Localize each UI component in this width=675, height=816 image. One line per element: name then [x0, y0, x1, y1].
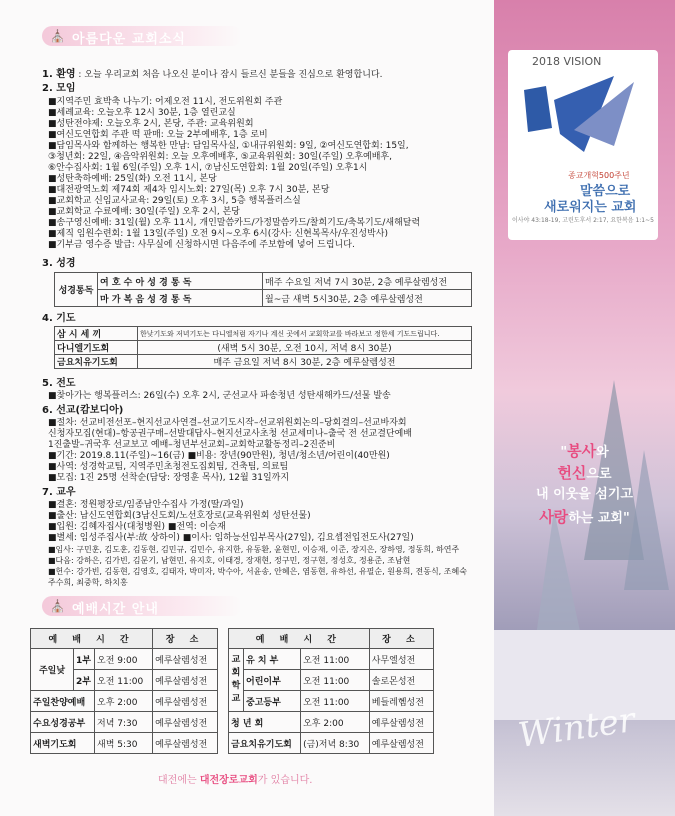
vision-line1: 말씀으로: [580, 184, 631, 199]
worship-group: 새벽기도회: [31, 733, 95, 754]
worship-part: 중고등부: [244, 691, 301, 712]
worship-place: 예루살렘성전: [369, 733, 433, 754]
worship-group: 주일낮: [31, 649, 74, 691]
worship-part: 금요치유기도회: [229, 733, 301, 754]
list-item: ■여신도연합회 주관 떡 판매: 오늘 2부예배후, 1층 로비: [48, 130, 268, 140]
prayer-name: 금요치유기도회: [55, 355, 138, 369]
slogan-line1: [494, 440, 675, 464]
worship-place: 예루살렘성전: [153, 649, 218, 670]
list-item: ■성탄축하예배: 25일(화) 오전 11시, 본당: [48, 174, 217, 184]
worship-table-right: [228, 628, 434, 754]
worship-part: 2부: [74, 670, 95, 691]
vision-title: 2018 VISION: [532, 55, 602, 68]
church-icon: ⛪: [50, 599, 65, 613]
list-item: 1진출발–귀국후 선교보고 예배–청년부선교회–교회학교활동정리–2진준비: [48, 440, 336, 450]
prayer-heading: 4. 기도: [42, 313, 76, 324]
worship-place: 예루살렘성전: [153, 670, 218, 691]
list-item: ■대전광역노회 제74회 제4차 임시노회: 27일(목) 오후 7시 30분, 본당: [48, 185, 330, 195]
table-row: [31, 691, 218, 712]
list-item: ③청년회: 22일, ④음악위원회: 오늘 오후예배후, ⑤교육위원회: 30일(주일) 오후예배후,: [48, 152, 392, 162]
worship-time: 새벽 5:30: [95, 733, 153, 754]
slogan-highlight: 봉사: [567, 442, 597, 460]
footer-text: 가 있습니다.: [257, 775, 313, 786]
worship-time: 오전 11:00: [301, 649, 370, 670]
worship-part: 유 치 부: [244, 649, 301, 670]
slogan-text: ": [560, 445, 568, 460]
vision-logo-icon: [514, 72, 654, 162]
bible-label: 성경통독: [55, 273, 98, 307]
bible-name: 여 호 수 아 성 경 통 독: [98, 273, 263, 290]
footer-church-name: 대전장로교회: [199, 775, 258, 786]
column-header: 장 소: [369, 629, 433, 649]
winter-trees-icon: [494, 360, 675, 720]
list-item: ⑥안수집사회: 1월 6일(주일) 오후 1시, ⑦남신도연합회: 1월 20일(주일) 오후1시: [48, 163, 368, 173]
news-title: 아름다운 교회소식: [72, 32, 186, 47]
worship-part: 청 년 회: [229, 712, 301, 733]
worship-place: 예루살렘성전: [153, 733, 218, 754]
column-header: 장 소: [153, 629, 218, 649]
list-item: ■담임목사와 함께하는 행복한 만남: 담임목사실, ①내규위원회: 9일, ②여신도연합회: 15일,: [48, 141, 409, 151]
list-item: ■별세: 임성주집사(부:故 상하이) ■이사: 임하능선입부목사(27일), 김요셉전입전도사(27일): [48, 533, 414, 543]
footer-note: [158, 775, 312, 786]
list-item: ■기부금 영수증 발급: 사무실에 신청하시면 다음주에 주보함에 넣어 드립니다.: [48, 240, 355, 250]
vision-subtitle: 종교개혁500주년: [568, 171, 630, 180]
news-header: [42, 26, 242, 46]
list-item: ■교회학교 신임교사교육: 29일(토) 오후 3시, 5층 행복플러스실: [48, 196, 301, 206]
table-row: [31, 649, 218, 670]
worship-group: 수요성경공부: [31, 712, 95, 733]
slogan-text: 와: [596, 445, 609, 460]
footer-text: 대전에는: [158, 775, 200, 786]
list-item: ■제직 임원수련회: 1월 13일(주일) 오전 9시~오후 6시(강사: 신현복목사/우진성박사): [48, 229, 388, 239]
slogan-highlight: 사랑: [539, 508, 569, 526]
table-row: [229, 733, 434, 754]
worship-place: 솔로몬성전: [369, 670, 433, 691]
slogan-line2: [494, 462, 675, 486]
prayer-table: [54, 326, 472, 369]
welcome-text: : 오늘 우리교회 처음 나오신 분이나 잠시 들르신 분들을 진심으로 환영합니다.: [75, 70, 383, 80]
worship-time: 오후 2:00: [301, 712, 370, 733]
mission-heading: 6. 선교(캄보디아): [42, 405, 124, 416]
list-item: ■성탄전야제: 오늘오후 2시, 본당, 주관: 교육위원회: [48, 119, 254, 129]
worship-part: 1부: [74, 649, 95, 670]
list-item: ■송구영신예배: 31일(월) 오후 11시, 개인말씀카드/가정말씀카드/찰희기도/축복기도/새해달력: [48, 218, 421, 228]
worship-time: 오전 11:00: [301, 670, 370, 691]
worship-place: 예루살렘성전: [153, 691, 218, 712]
column-header: 예 배 시 간: [31, 629, 153, 649]
vision-line2: 새로워지는 교회: [544, 200, 637, 215]
fellowship-heading: 7. 교우: [42, 487, 76, 498]
column-header: 예 배 시 간: [229, 629, 370, 649]
worship-time: (금)저녁 8:30: [301, 733, 370, 754]
table-row: [31, 733, 218, 754]
worship-header: [42, 596, 242, 616]
list-item: ■절차: 선교비전선포–현지선교사연결–선교기도시작–선교위원회논의–당회결의–선교바자회: [48, 418, 407, 428]
prayer-name: 다니엘기도회: [55, 341, 138, 355]
bible-name: 마 가 복 음 성 경 통 독: [98, 290, 263, 307]
table-row: [229, 712, 434, 733]
worship-time: 오전 11:00: [95, 670, 153, 691]
vision-verse: 이사야 43:18-19, 고린도후서 2:17, 요한복음 1:1~5: [512, 217, 654, 224]
list-item: ■결혼: 정원평장로/임종남안수집사 가정(딸/과일): [48, 500, 244, 510]
church-icon: ⛪: [50, 29, 65, 43]
worship-place: 베들레헴성전: [369, 691, 433, 712]
prayer-time: (새벽 5시 30분, 오전 10시, 저녁 8시 30분): [138, 341, 472, 355]
evangelism-text: ■찾아가는 행복플러스: 26일(수) 오후 2시, 군선교사 파송청년 성탄새해카드/선물 발송: [48, 391, 391, 401]
worship-title: 예배시간 안내: [72, 602, 159, 617]
worship-table-left: [30, 628, 218, 754]
slogan-highlight: 헌신: [557, 464, 587, 482]
cover-panel: [494, 0, 675, 816]
meeting-heading: 2. 모임: [42, 83, 76, 94]
worship-group: 주일찬양예배: [31, 691, 95, 712]
prayer-time: 매주 금요일 저녁 8시 30분, 2층 예루살렘성전: [138, 355, 472, 369]
prayer-name: 삼 시 세 끼: [55, 327, 138, 341]
bible-time: 매주 수요일 저녁 7시 30분, 2층 예루살렘성전: [263, 273, 472, 290]
worship-place: 예루살렘성전: [153, 712, 218, 733]
slogan-text: 으로: [586, 467, 612, 482]
worship-place: 사무엘성전: [369, 649, 433, 670]
list-item: ■지역주민 효박축 나누기: 어제오전 11시, 전도위원회 주관: [48, 97, 283, 107]
worship-time: 오전 11:00: [301, 691, 370, 712]
list-item: ■세례교육: 오늘오후 12시 30분, 1층 열린교실: [48, 108, 236, 118]
worship-time: 오전 9:00: [95, 649, 153, 670]
table-row: [31, 712, 218, 733]
bible-time: 월~금 새벽 5시30분, 2층 예루살렘성전: [263, 290, 472, 307]
worship-group: 교회학교: [229, 649, 244, 712]
evangelism-heading: 5. 전도: [42, 378, 76, 389]
list-item: 신청자모집(현대)–항공권구매–선발대답사–현지선교사초청 선교세미나–출국 전 선교결단예배: [48, 429, 412, 439]
list-item: 주수희, 최중학, 하치홍: [48, 578, 128, 587]
list-item: ■출산: 남신도연합회(3남신도회/노선호장로(교육위원회 성탄선물): [48, 511, 311, 521]
prayer-time: 한낮기도와 저녁기도는 다니엘처럼 자기나 계신 곳에서 교회학교를 바라보고 정한세 기도드립니다.: [138, 327, 472, 341]
list-item: ■기간: 2019.8.11(주일)~16(금) ■비용: 장년(90만원), 청년/청소년/어린이(40만원): [48, 451, 390, 461]
slogan-line3: 내 이웃을 섬기고: [536, 487, 633, 502]
worship-time: 저녁 7:30: [95, 712, 153, 733]
list-item: ■사역: 성경학교팀, 지역주민초청전도집회팀, 건축팀, 의료팀: [48, 462, 289, 472]
list-item: ■임사: 구민훈, 김도훈, 김동현, 김민규, 김민수, 유지한, 유동환, 윤현민, 이승재, 이준, 장지은, 장하영, 정동희, 하연주: [48, 545, 460, 554]
table-row: [229, 649, 434, 670]
bible-table: [54, 272, 472, 307]
slogan-line4: [494, 506, 675, 530]
welcome-row: [42, 69, 382, 81]
worship-time: 오후 2:00: [95, 691, 153, 712]
list-item: ■입원: 김혜자집사(대청병원) ■전역: 이승재: [48, 522, 226, 532]
table-row: [229, 670, 434, 691]
list-item: ■헌수: 강가빈, 김동현, 김영호, 김태자, 박미자, 박수아, 서윤송, 안혜은, 염동현, 유하선, 유필순, 원용희, 전동식, 조혜숙: [48, 567, 467, 576]
worship-place: 예루살렘성전: [369, 712, 433, 733]
welcome-num: 1. 환영: [42, 69, 76, 80]
table-row: [229, 691, 434, 712]
list-item: ■모집: 1진 25명 선착순(담당: 장영훈 목사), 12월 31일까지: [48, 473, 290, 483]
season-title: Winter: [515, 700, 638, 756]
list-item: ■교회학교 수료예배: 30일(주일) 오후 2시, 본당: [48, 207, 241, 217]
bible-heading: 3. 성경: [42, 258, 76, 269]
slogan-text: 하는 교회": [568, 511, 630, 526]
worship-part: 어린이부: [244, 670, 301, 691]
list-item: ■다음: 강하은, 김가빈, 김문기, 남현민, 유지호, 이태경, 장재현, 정구민, 정구현, 정성호, 정용준, 조남현: [48, 556, 411, 565]
